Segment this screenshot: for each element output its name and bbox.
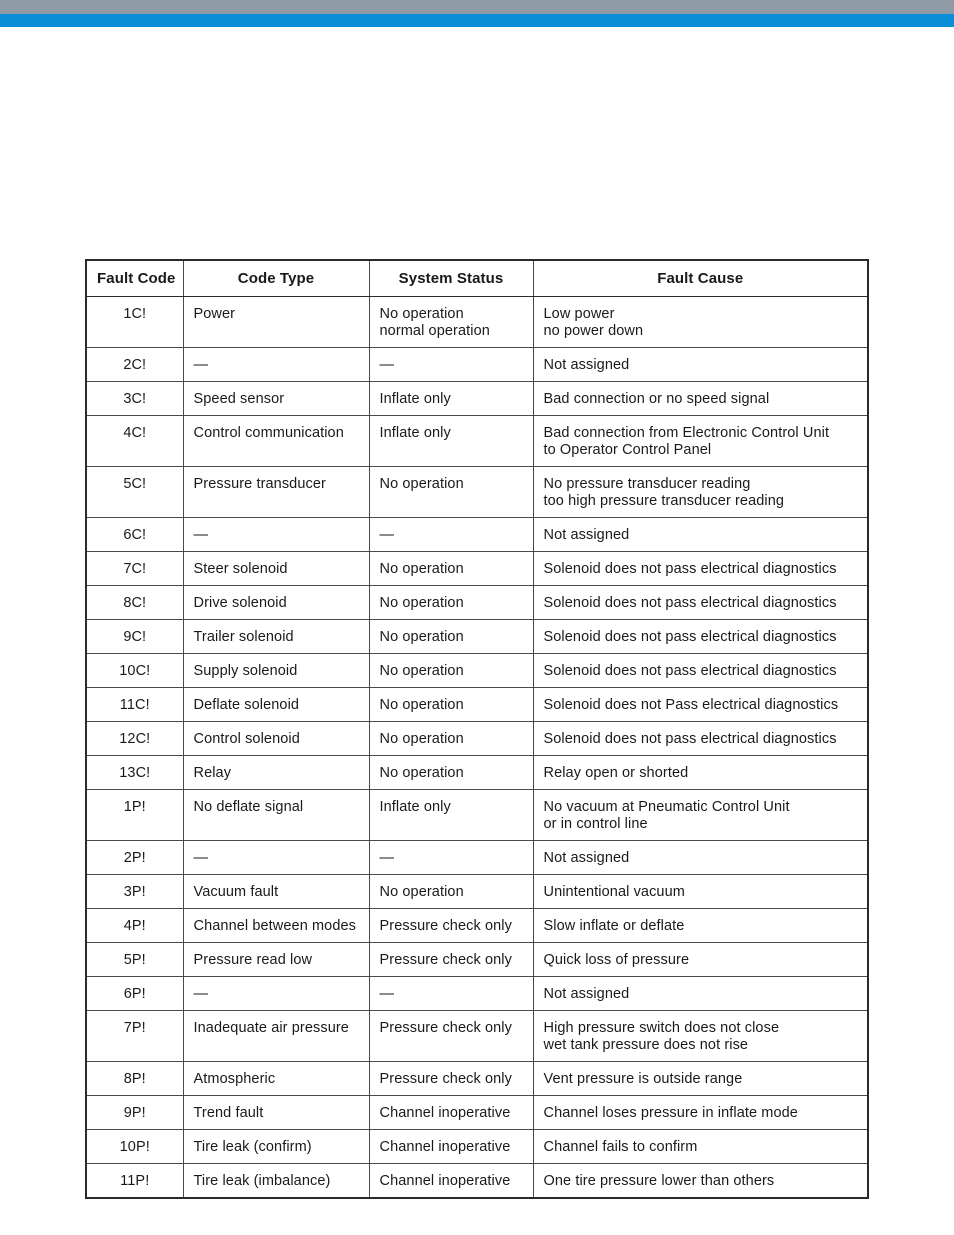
- fault-code-cell-text: 6C!: [123, 527, 147, 543]
- code-type-cell: [183, 943, 369, 977]
- code-type-cell: [183, 552, 369, 586]
- system-status-cell-text: —: [379, 850, 395, 866]
- system-status-cell-text: Channel inoperative: [379, 1105, 511, 1121]
- code-type-cell: [183, 756, 369, 790]
- code-type-cell: [183, 416, 369, 467]
- code-type-cell-text: Control solenoid: [193, 731, 300, 747]
- fault-cause-cell: [533, 977, 868, 1011]
- fault-cause-cell-text: No vacuum at Pneumatic Control Unit or in control line: [543, 799, 790, 832]
- system-status-cell-text: Inflate only: [379, 425, 451, 441]
- fault-code-cell: [86, 722, 183, 756]
- code-type-cell: [183, 875, 369, 909]
- header-fault-cause: Fault Cause: [533, 260, 868, 297]
- table-row: [86, 467, 868, 518]
- fault-cause-cell-text: Not assigned: [543, 986, 630, 1002]
- fault-code-cell: [86, 620, 183, 654]
- system-status-cell: [369, 722, 533, 756]
- fault-cause-cell-text: Not assigned: [543, 850, 630, 866]
- code-type-cell: [183, 1164, 369, 1199]
- fault-code-cell-text: 8C!: [123, 595, 147, 611]
- fault-cause-cell-text: Not assigned: [543, 357, 630, 373]
- fault-code-cell: [86, 1062, 183, 1096]
- system-status-cell-text: —: [379, 986, 395, 1002]
- fault-code-cell-text: 5P!: [123, 952, 146, 968]
- fault-code-cell: [86, 552, 183, 586]
- fault-cause-cell-text: Solenoid does not pass electrical diagnostics: [543, 731, 837, 747]
- fault-code-cell: [86, 1096, 183, 1130]
- fault-cause-cell: [533, 756, 868, 790]
- fault-code-cell: [86, 790, 183, 841]
- fault-cause-cell: [533, 518, 868, 552]
- system-status-cell: [369, 1011, 533, 1062]
- code-type-cell: [183, 1062, 369, 1096]
- fault-code-cell-text: 4C!: [123, 425, 147, 441]
- fault-code-cell: [86, 841, 183, 875]
- table-row: [86, 297, 868, 348]
- code-type-cell: [183, 1011, 369, 1062]
- header-code-type: Code Type: [183, 260, 369, 297]
- fault-cause-cell: [533, 382, 868, 416]
- system-status-cell: [369, 552, 533, 586]
- fault-code-cell: [86, 416, 183, 467]
- code-type-cell: [183, 467, 369, 518]
- code-type-cell-text: Pressure read low: [193, 952, 313, 968]
- system-status-cell-text: Pressure check only: [379, 1020, 512, 1036]
- system-status-cell-text: —: [379, 357, 395, 373]
- code-type-cell: [183, 620, 369, 654]
- fault-code-table: [85, 259, 869, 1199]
- table-row: [86, 416, 868, 467]
- table-row: [86, 909, 868, 943]
- code-type-cell: [183, 977, 369, 1011]
- fault-code-cell-text: 1C!: [123, 306, 147, 322]
- table-row: [86, 1164, 868, 1199]
- code-type-cell: [183, 722, 369, 756]
- fault-code-cell: [86, 943, 183, 977]
- code-type-cell-text: —: [193, 850, 209, 866]
- fault-cause-cell-text: Channel fails to confirm: [543, 1139, 698, 1155]
- fault-code-cell: [86, 518, 183, 552]
- fault-cause-cell: [533, 297, 868, 348]
- code-type-cell: [183, 1130, 369, 1164]
- system-status-cell-text: No operation: [379, 476, 464, 492]
- code-type-cell: [183, 382, 369, 416]
- fault-code-cell-text: 8P!: [123, 1071, 146, 1087]
- system-status-cell: [369, 416, 533, 467]
- table-row: [86, 382, 868, 416]
- table-row: [86, 620, 868, 654]
- system-status-cell-text: Channel inoperative: [379, 1139, 511, 1155]
- fault-cause-cell-text: Vent pressure is outside range: [543, 1071, 743, 1087]
- code-type-cell-text: No deflate signal: [193, 799, 304, 815]
- code-type-cell-text: Drive solenoid: [193, 595, 287, 611]
- fault-code-cell: [86, 297, 183, 348]
- code-type-cell-text: —: [193, 357, 209, 373]
- system-status-cell-text: No operation normal operation: [379, 306, 490, 339]
- system-status-cell-text: No operation: [379, 765, 464, 781]
- fault-cause-cell: [533, 348, 868, 382]
- fault-code-cell-text: 6P!: [123, 986, 146, 1002]
- table-row: [86, 790, 868, 841]
- table-row: [86, 688, 868, 722]
- fault-code-cell-text: 3C!: [123, 391, 147, 407]
- code-type-cell-text: Steer solenoid: [193, 561, 288, 577]
- fault-code-cell: [86, 1130, 183, 1164]
- fault-code-cell-text: 9C!: [123, 629, 147, 645]
- table-row: [86, 1062, 868, 1096]
- code-type-cell-text: Tire leak (confirm): [193, 1139, 312, 1155]
- system-status-cell-text: No operation: [379, 663, 464, 679]
- fault-code-cell-text: 4P!: [123, 918, 146, 934]
- code-type-cell-text: Inadequate air pressure: [193, 1020, 349, 1036]
- fault-cause-cell: [533, 586, 868, 620]
- fault-cause-cell-text: Relay open or shorted: [543, 765, 689, 781]
- system-status-cell-text: Channel inoperative: [379, 1173, 511, 1189]
- fault-code-cell: [86, 1164, 183, 1199]
- header-band-blue: [0, 14, 954, 27]
- system-status-cell: [369, 977, 533, 1011]
- fault-code-cell: [86, 586, 183, 620]
- code-type-cell-text: Tire leak (imbalance): [193, 1173, 331, 1189]
- system-status-cell-text: Inflate only: [379, 391, 451, 407]
- fault-code-cell-text: 1P!: [123, 799, 146, 815]
- fault-cause-cell-text: Bad connection from Electronic Control Unit to Operator Control Panel: [543, 425, 830, 458]
- code-type-cell-text: —: [193, 527, 209, 543]
- system-status-cell: [369, 382, 533, 416]
- fault-code-cell: [86, 1011, 183, 1062]
- fault-code-cell-text: 7C!: [123, 561, 147, 577]
- table-row: [86, 875, 868, 909]
- header-fault-code: Fault Code: [86, 260, 183, 297]
- table-row: [86, 1130, 868, 1164]
- code-type-cell: [183, 909, 369, 943]
- system-status-cell-text: No operation: [379, 884, 464, 900]
- code-type-cell-text: Power: [193, 306, 236, 322]
- table-row: [86, 552, 868, 586]
- table-row: [86, 943, 868, 977]
- fault-code-cell: [86, 348, 183, 382]
- code-type-cell: [183, 654, 369, 688]
- fault-code-cell-text: 11C!: [119, 697, 150, 713]
- fault-cause-cell: [533, 722, 868, 756]
- fault-cause-cell: [533, 552, 868, 586]
- system-status-cell: [369, 1130, 533, 1164]
- fault-cause-cell: [533, 875, 868, 909]
- system-status-cell-text: No operation: [379, 595, 464, 611]
- table-row: [86, 348, 868, 382]
- fault-cause-cell: [533, 790, 868, 841]
- system-status-cell: [369, 943, 533, 977]
- fault-cause-cell: [533, 1130, 868, 1164]
- fault-cause-cell-text: Bad connection or no speed signal: [543, 391, 770, 407]
- code-type-cell: [183, 586, 369, 620]
- system-status-cell: [369, 1062, 533, 1096]
- fault-code-cell: [86, 909, 183, 943]
- fault-cause-cell-text: One tire pressure lower than others: [543, 1173, 775, 1189]
- table-row: [86, 977, 868, 1011]
- fault-code-cell: [86, 756, 183, 790]
- fault-cause-cell: [533, 909, 868, 943]
- fault-cause-cell-text: Quick loss of pressure: [543, 952, 690, 968]
- table-row: [86, 1011, 868, 1062]
- system-status-cell-text: No operation: [379, 731, 464, 747]
- fault-code-cell-text: 2P!: [123, 850, 146, 866]
- system-status-cell: [369, 348, 533, 382]
- fault-cause-cell: [533, 1096, 868, 1130]
- fault-cause-cell: [533, 688, 868, 722]
- fault-cause-cell-text: Slow inflate or deflate: [543, 918, 685, 934]
- system-status-cell-text: No operation: [379, 561, 464, 577]
- code-type-cell-text: Deflate solenoid: [193, 697, 300, 713]
- fault-code-cell-text: 12C!: [119, 731, 151, 747]
- fault-code-cell-text: 9P!: [123, 1105, 146, 1121]
- code-type-cell-text: Control communication: [193, 425, 344, 441]
- system-status-cell-text: No operation: [379, 629, 464, 645]
- code-type-cell-text: —: [193, 986, 209, 1002]
- table-row: [86, 518, 868, 552]
- fault-code-cell-text: 5C!: [123, 476, 147, 492]
- table-row: [86, 586, 868, 620]
- fault-cause-cell-text: Solenoid does not pass electrical diagnostics: [543, 561, 837, 577]
- system-status-cell-text: No operation: [379, 697, 464, 713]
- fault-code-cell: [86, 875, 183, 909]
- header-band-gray: [0, 0, 954, 14]
- fault-cause-cell-text: Solenoid does not pass electrical diagnostics: [543, 629, 837, 645]
- code-type-cell-text: Pressure transducer: [193, 476, 326, 492]
- fault-cause-cell-text: No pressure transducer reading too high pressure transducer reading: [543, 476, 785, 509]
- fault-cause-cell-text: Channel loses pressure in inflate mode: [543, 1105, 798, 1121]
- fault-code-cell-text: 7P!: [123, 1020, 146, 1036]
- system-status-cell: [369, 790, 533, 841]
- code-type-cell: [183, 297, 369, 348]
- system-status-cell: [369, 586, 533, 620]
- code-type-cell: [183, 688, 369, 722]
- fault-code-cell: [86, 382, 183, 416]
- system-status-cell: [369, 654, 533, 688]
- system-status-cell: [369, 518, 533, 552]
- system-status-cell-text: —: [379, 527, 395, 543]
- system-status-cell: [369, 620, 533, 654]
- table-header-row: [86, 260, 868, 297]
- fault-cause-cell-text: Solenoid does not Pass electrical diagnostics: [543, 697, 839, 713]
- table-row: [86, 722, 868, 756]
- fault-cause-cell: [533, 416, 868, 467]
- fault-code-cell-text: 2C!: [123, 357, 147, 373]
- fault-code-cell-text: 11P!: [120, 1173, 150, 1189]
- header-system-status: System Status: [369, 260, 533, 297]
- fault-cause-cell: [533, 654, 868, 688]
- code-type-cell-text: Speed sensor: [193, 391, 285, 407]
- code-type-cell-text: Vacuum fault: [193, 884, 279, 900]
- code-type-cell: [183, 518, 369, 552]
- fault-rows: [86, 297, 868, 1199]
- system-status-cell: [369, 756, 533, 790]
- fault-cause-cell: [533, 841, 868, 875]
- system-status-cell: [369, 1164, 533, 1199]
- system-status-cell-text: Pressure check only: [379, 918, 512, 934]
- fault-code-cell-text: 3P!: [123, 884, 146, 900]
- system-status-cell: [369, 841, 533, 875]
- code-type-cell-text: Trend fault: [193, 1105, 264, 1121]
- fault-code-cell: [86, 977, 183, 1011]
- fault-code-cell: [86, 688, 183, 722]
- system-status-cell-text: Pressure check only: [379, 1071, 512, 1087]
- fault-cause-cell-text: Not assigned: [543, 527, 630, 543]
- system-status-cell: [369, 875, 533, 909]
- code-type-cell-text: Trailer solenoid: [193, 629, 294, 645]
- fault-cause-cell: [533, 943, 868, 977]
- fault-cause-cell-text: Low power no power down: [543, 306, 644, 339]
- code-type-cell-text: Channel between modes: [193, 918, 357, 934]
- system-status-cell-text: Inflate only: [379, 799, 451, 815]
- code-type-cell-text: Relay: [193, 765, 232, 781]
- fault-code-cell-text: 10P!: [119, 1139, 150, 1155]
- fault-cause-cell-text: Unintentional vacuum: [543, 884, 685, 900]
- fault-cause-cell: [533, 1011, 868, 1062]
- code-type-cell-text: Atmospheric: [193, 1071, 276, 1087]
- system-status-cell: [369, 688, 533, 722]
- system-status-cell-text: Pressure check only: [379, 952, 512, 968]
- fault-cause-cell-text: Solenoid does not pass electrical diagnostics: [543, 595, 837, 611]
- fault-cause-cell: [533, 1164, 868, 1199]
- fault-cause-cell: [533, 620, 868, 654]
- code-type-cell: [183, 790, 369, 841]
- system-status-cell: [369, 909, 533, 943]
- fault-cause-cell-text: Solenoid does not pass electrical diagnostics: [543, 663, 837, 679]
- table-row: [86, 654, 868, 688]
- code-type-cell-text: Supply solenoid: [193, 663, 298, 679]
- fault-code-cell-text: 13C!: [119, 765, 151, 781]
- table-row: [86, 756, 868, 790]
- code-type-cell: [183, 1096, 369, 1130]
- fault-cause-cell-text: High pressure switch does not close wet tank pressure does not rise: [543, 1020, 780, 1053]
- system-status-cell: [369, 1096, 533, 1130]
- fault-code-cell: [86, 654, 183, 688]
- system-status-cell: [369, 297, 533, 348]
- fault-cause-cell: [533, 1062, 868, 1096]
- table-row: [86, 1096, 868, 1130]
- fault-code-cell: [86, 467, 183, 518]
- system-status-cell: [369, 467, 533, 518]
- fault-code-cell-text: 10C!: [119, 663, 151, 679]
- code-type-cell: [183, 841, 369, 875]
- code-type-cell: [183, 348, 369, 382]
- fault-cause-cell: [533, 467, 868, 518]
- table-row: [86, 841, 868, 875]
